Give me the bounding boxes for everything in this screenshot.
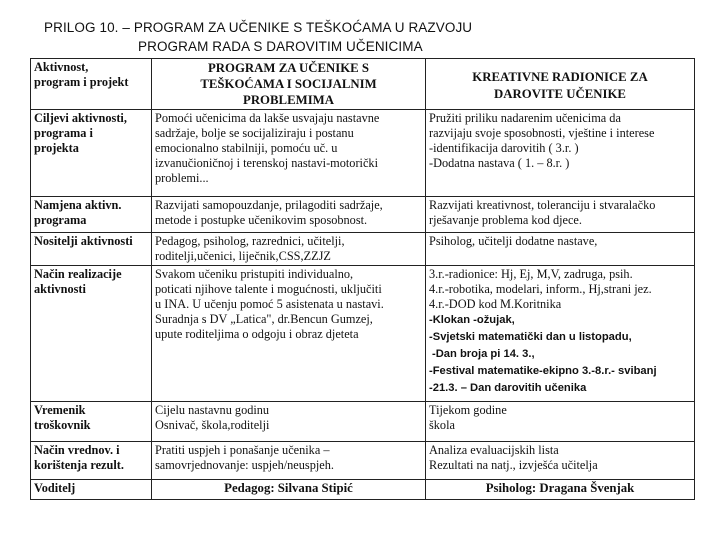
text-line: Suradnja s DV „Latica", dr.Bencun Gumzej, xyxy=(155,312,373,326)
text-line: 3.r.-radionice: Hj, Ej, M,V, zadruga, psih. xyxy=(429,267,633,281)
text-line: Osnivač, škola,roditelji xyxy=(155,418,270,432)
label-nositelji xyxy=(31,233,152,266)
label-line: Način realizacije xyxy=(34,267,122,281)
text-line: Pomoći učenicima da lakše usvajaju nastavne xyxy=(155,111,380,125)
text-line: sadržaje, bolje se socijaliziraju i postanu xyxy=(155,126,354,140)
label-line: korištenja rezult. xyxy=(34,458,124,472)
header-col3-line: KREATIVNE RADIONICE ZA xyxy=(472,70,648,84)
text-line: Analiza evaluacijskih lista xyxy=(429,443,559,457)
vrednovanje-col2 xyxy=(152,442,426,480)
text-line: u INA. U učenju pomoć 5 asistenata u nastavi. xyxy=(155,297,384,311)
label-vremenik xyxy=(31,402,152,442)
list-line: -Festival matematike-ekipno 3.-8.r.- svibanj xyxy=(429,365,657,377)
text-line: razvijaju svoje sposobnosti, vještine i interese xyxy=(429,126,655,140)
text-line: emocionalno stabilniji, pomoću uč. u xyxy=(155,141,338,155)
text-line: izvanučioničnoj i terenskoj nastavi-motorički xyxy=(155,156,378,170)
nositelji-col3 xyxy=(426,233,695,266)
namjena-col2 xyxy=(152,197,426,233)
header-col2-line: PROGRAM ZA UČENIKE S xyxy=(207,61,370,75)
text-line: Rezultati na natj., izvješća učitelja xyxy=(429,458,598,472)
label-line: Namjena aktivn. xyxy=(34,198,122,212)
program-table xyxy=(30,58,695,500)
list-line: -Svjetski matematički dan u listopadu, xyxy=(429,331,632,343)
label-vrednovanje xyxy=(31,442,152,480)
label-nacin xyxy=(31,266,152,402)
text-line: Razvijati kreativnost, toleranciju i stvaralačko xyxy=(429,198,656,212)
label-line: projekta xyxy=(34,141,79,155)
row-nacin xyxy=(31,266,695,402)
header-col1-line: program i projekt xyxy=(34,75,129,89)
label-namjena xyxy=(31,197,152,233)
vremenik-col3 xyxy=(426,402,695,442)
text-line: Pratiti uspjeh i ponašanje učenika – xyxy=(155,443,330,457)
ciljevi-col2 xyxy=(152,110,426,197)
text-line: roditelji,učenici, liječnik,CSS,ZZJZ xyxy=(155,249,331,263)
page-title xyxy=(44,18,472,56)
header-col3 xyxy=(426,59,695,110)
list-line: -Klokan -ožujak, xyxy=(429,314,515,326)
text-line: škola xyxy=(429,418,455,432)
label-line: programa xyxy=(34,213,87,227)
label-line: programa i xyxy=(34,126,93,140)
label-line: Ciljevi aktivnosti, xyxy=(34,111,127,125)
title-line-2: PROGRAM RADA S DAROVITIM UČENICIMA xyxy=(138,39,423,54)
header-col1 xyxy=(31,59,152,110)
row-voditelj xyxy=(31,480,695,500)
header-col1-line: Aktivnost, xyxy=(34,60,89,74)
vrednovanje-col3 xyxy=(426,442,695,480)
text-line: poticati njihove talente i mogućnosti, uključiti xyxy=(155,282,382,296)
row-ciljevi xyxy=(31,110,695,197)
label-line: troškovnik xyxy=(34,418,91,432)
text-line: rješavanje problema kod djece. xyxy=(429,213,582,227)
header-col2 xyxy=(152,59,426,110)
text-line: Pedagog, psiholog, razrednici, učitelji, xyxy=(155,234,345,248)
voditelj-col3: Psiholog: Dragana Švenjak xyxy=(426,480,695,500)
ciljevi-col3 xyxy=(426,110,695,197)
vremenik-col2 xyxy=(152,402,426,442)
nacin-col2 xyxy=(152,266,426,402)
text-line: Psiholog, učitelji dodatne nastave, xyxy=(429,234,598,248)
row-namjena xyxy=(31,197,695,233)
label-line: Nositelji aktivnosti xyxy=(34,234,133,248)
header-col3-line: DAROVITE UČENIKE xyxy=(494,87,626,101)
text-line: Razvijati samopouzdanje, prilagoditi sadržaje, xyxy=(155,198,383,212)
header-row xyxy=(31,59,695,110)
text-line: -identifikacija darovitih ( 3.r. ) xyxy=(429,141,579,155)
label-voditelj: Voditelj xyxy=(31,480,152,500)
text-line: 4.r.-DOD kod M.Koritnika xyxy=(429,297,562,311)
text-line: Cijelu nastavnu godinu xyxy=(155,403,270,417)
text-line: 4.r.-robotika, modelari, inform., Hj,strani jez. xyxy=(429,282,652,296)
text-line: problemi... xyxy=(155,171,209,185)
nositelji-col2 xyxy=(152,233,426,266)
namjena-col3 xyxy=(426,197,695,233)
label-line: Način vrednov. i xyxy=(34,443,120,457)
nacin-col3 xyxy=(426,266,695,402)
text-line: -Dodatna nastava ( 1. – 8.r. ) xyxy=(429,156,570,170)
row-vrednovanje xyxy=(31,442,695,480)
row-nositelji xyxy=(31,233,695,266)
title-line-1: PRILOG 10. – PROGRAM ZA UČENIKE S TEŠKOĆAMA U RAZVOJU xyxy=(44,20,473,35)
list-line: -Dan broja pi 14. 3., xyxy=(432,348,535,360)
label-line: Vremenik xyxy=(34,403,86,417)
list-line: -21.3. – Dan darovitih učenika xyxy=(429,382,587,394)
voditelj-col2: Pedagog: Silvana Stipić xyxy=(152,480,426,500)
text-line: Pružiti priliku nadarenim učenicima da xyxy=(429,111,621,125)
row-vremenik xyxy=(31,402,695,442)
header-col2-line: PROBLEMIMA xyxy=(243,93,334,107)
text-line: metode i postupke učenikovim sposobnost. xyxy=(155,213,368,227)
label-line: aktivnosti xyxy=(34,282,86,296)
text-line: samovrjednovanje: uspjeh/neuspjeh. xyxy=(155,458,334,472)
text-line: Tijekom godine xyxy=(429,403,507,417)
header-col2-line: TEŠKOĆAMA I SOCIJALNIM xyxy=(200,77,377,91)
text-line: Svakom učeniku pristupiti individualno, xyxy=(155,267,354,281)
label-ciljevi xyxy=(31,110,152,197)
text-line: upute roditeljima o odgoju i obraz djeteta xyxy=(155,327,359,341)
